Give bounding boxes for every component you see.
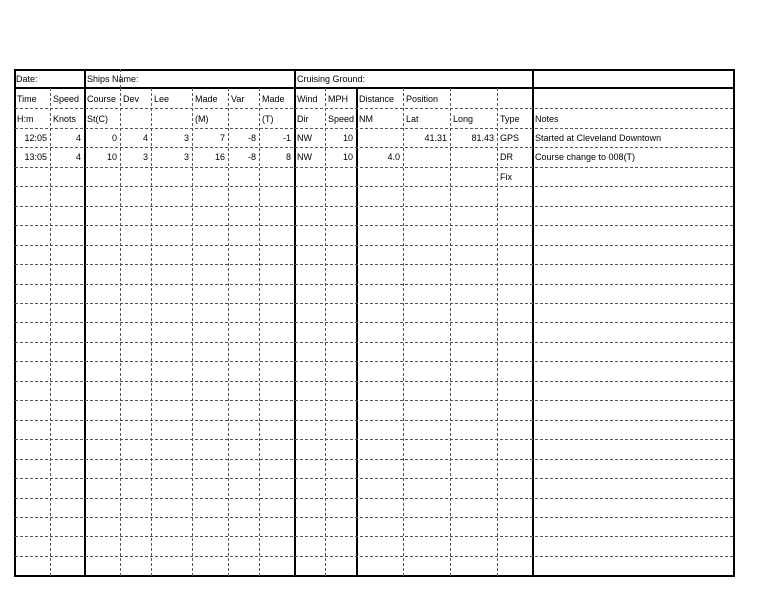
table-cell: 3 — [142, 152, 148, 162]
solid-column-line — [356, 88, 358, 577]
column-header: Var — [231, 94, 245, 104]
row-line — [15, 322, 733, 323]
column-subheader: Dir — [297, 114, 309, 124]
column-header: Time — [17, 94, 37, 104]
table-cell: NW — [297, 133, 312, 143]
column-header: Distance — [359, 94, 395, 104]
table-cell: 10 — [342, 133, 353, 143]
dashed-column-line — [450, 88, 451, 576]
header-divider — [14, 87, 733, 89]
solid-column-line — [14, 69, 16, 577]
column-subheader: St(C) — [87, 114, 108, 124]
ships-name-label: Ships Name: — [87, 74, 139, 84]
dashed-column-line — [497, 88, 498, 576]
table-cell: 3 — [183, 133, 189, 143]
dashed-column-line — [259, 88, 260, 576]
table-cell: 13:05 — [24, 152, 47, 162]
row-line — [15, 245, 733, 246]
column-subheader: NM — [359, 114, 373, 124]
row-line — [15, 498, 733, 499]
column-subheader: (M) — [195, 114, 209, 124]
border-top — [14, 69, 733, 71]
table-cell: 4.0 — [387, 152, 400, 162]
column-header: MPH — [328, 94, 348, 104]
row-line — [15, 361, 733, 362]
table-cell: 0 — [111, 133, 117, 143]
table-cell: 10 — [342, 152, 353, 162]
date-label: Date: — [16, 74, 38, 84]
column-subheader: Knots — [53, 114, 77, 124]
row-line — [15, 556, 733, 557]
dashed-column-line — [192, 88, 193, 576]
column-header: Made — [262, 94, 285, 104]
table-cell: -8 — [247, 152, 256, 162]
dashed-column-line — [151, 88, 152, 576]
table-cell: 41.31 — [424, 133, 447, 143]
solid-column-line — [84, 69, 86, 577]
column-subheader: Notes — [535, 114, 559, 124]
column-subheader: (T) — [262, 114, 274, 124]
solid-column-line — [532, 69, 534, 577]
row-line — [15, 147, 733, 148]
column-header: Course — [87, 94, 117, 104]
table-cell: 12:05 — [24, 133, 47, 143]
row-line — [15, 264, 733, 265]
table-cell: 3 — [183, 152, 189, 162]
row-line — [15, 186, 733, 187]
table-cell: 4 — [142, 133, 148, 143]
row-line — [15, 284, 733, 285]
dashed-column-line — [120, 88, 121, 576]
table-cell: DR — [500, 152, 513, 162]
row-line — [15, 303, 733, 304]
table-cell: NW — [297, 152, 312, 162]
row-line — [15, 478, 733, 479]
row-line — [15, 439, 733, 440]
table-cell: Course change to 008(T) — [535, 152, 636, 162]
row-line — [15, 381, 733, 382]
table-cell: 81.43 — [471, 133, 494, 143]
border-bottom — [14, 575, 734, 577]
table-cell: 4 — [75, 152, 81, 162]
solid-column-line — [733, 69, 735, 577]
table-cell: -8 — [247, 133, 256, 143]
table-cell: 16 — [214, 152, 225, 162]
row-line — [15, 459, 733, 460]
solid-column-line — [294, 69, 296, 577]
row-line — [15, 517, 733, 518]
row-line — [15, 342, 733, 343]
column-subheader: Long — [453, 114, 474, 124]
table-cell: GPS — [500, 133, 520, 143]
dashed-column-line — [325, 88, 326, 576]
column-header: Wind — [297, 94, 318, 104]
dashed-column-line — [228, 88, 229, 576]
column-header: Lee — [154, 94, 170, 104]
table-cell: 8 — [285, 152, 291, 162]
cruising-ground-label: Cruising Ground: — [297, 74, 366, 84]
column-header: Dev — [123, 94, 140, 104]
table-cell: 7 — [219, 133, 225, 143]
column-header: Made — [195, 94, 218, 104]
header-row-line — [15, 108, 733, 109]
table-cell: 4 — [75, 133, 81, 143]
column-subheader: Lat — [406, 114, 419, 124]
row-line — [15, 167, 733, 168]
column-header: Position — [406, 94, 439, 104]
table-cell: Fix — [500, 172, 512, 182]
column-subheader: Speed — [328, 114, 355, 124]
column-header: Speed — [53, 94, 80, 104]
row-line — [15, 400, 733, 401]
row-line — [15, 536, 733, 537]
column-subheader: Type — [500, 114, 520, 124]
table-cell: 10 — [106, 152, 117, 162]
row-line — [15, 206, 733, 207]
header-row-line — [15, 128, 733, 129]
row-line — [15, 420, 733, 421]
dashed-column-line — [50, 88, 51, 576]
column-subheader: H:m — [17, 114, 34, 124]
dashed-column-line — [403, 88, 404, 576]
table-cell: Started at Cleveland Downtown — [535, 133, 662, 143]
table-cell: -1 — [282, 133, 291, 143]
row-line — [15, 225, 733, 226]
